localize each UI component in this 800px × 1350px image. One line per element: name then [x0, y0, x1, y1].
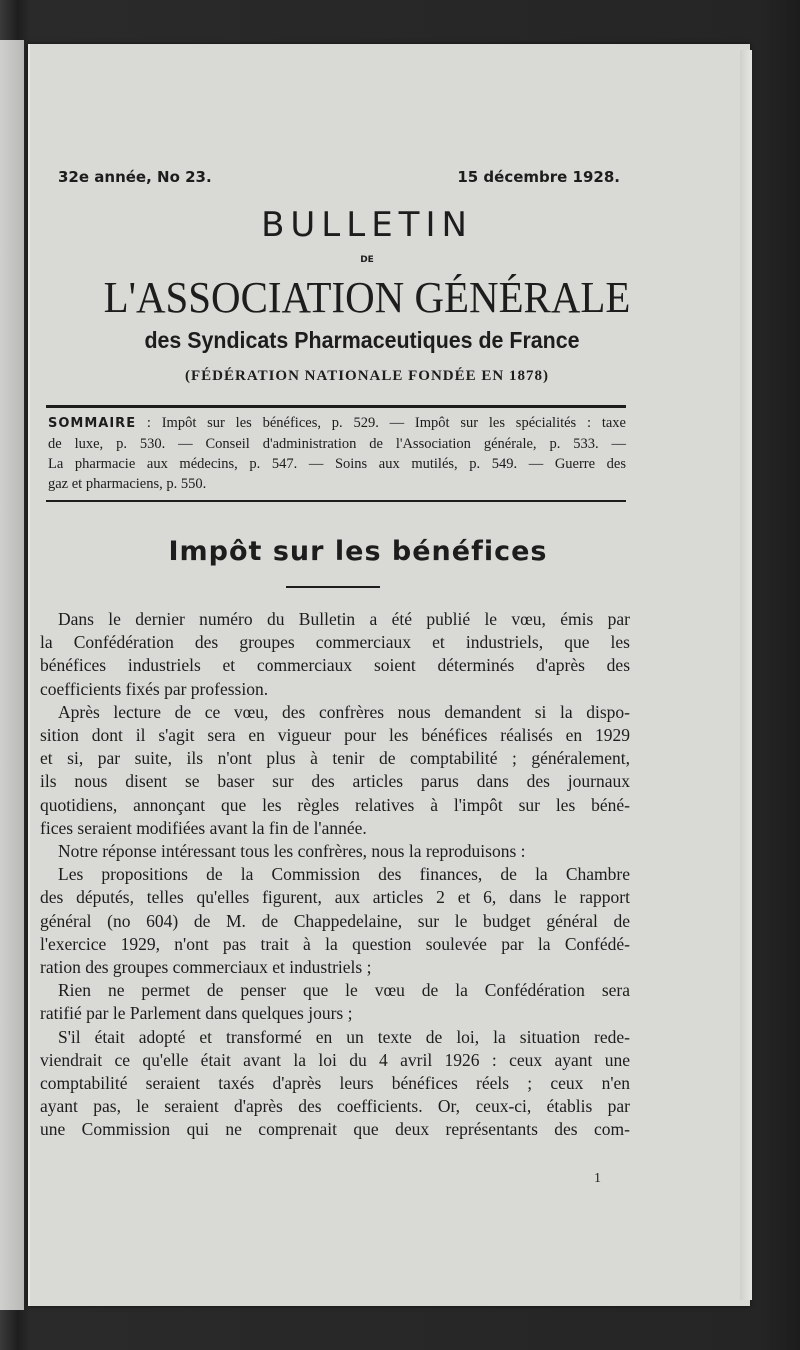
body-line: une Commission qui ne comprenait que deux représentants des com-: [40, 1119, 630, 1140]
sommaire-line: de luxe, p. 530. — Conseil d'administration de l'Association générale, p. 533. —: [48, 436, 626, 452]
body-line: général (no 604) de M. de Chappedelaine, sur le budget général de: [40, 910, 630, 931]
page-number: 1: [594, 1171, 601, 1186]
body-line: la Confédération des groupes commerciaux et industriels, que les: [40, 632, 630, 653]
title-underline: [286, 586, 380, 588]
body-line: des députés, telles qu'elles figurent, aux articles 2 et 6, dans le rapport: [40, 887, 630, 908]
body-line: ayant pas, le seraient d'après des coefficients. Or, ceux-ci, établis par: [40, 1096, 630, 1117]
body-line: Après lecture de ce vœu, des confrères nous demandent si la dispo-: [58, 701, 630, 722]
sommaire-block: [48, 413, 626, 494]
masthead-syndicats: des Syndicats Pharmaceutiques de France: [144, 327, 580, 353]
masthead-federation: (FÉDÉRATION NATIONALE FONDÉE EN 1878): [185, 368, 549, 384]
body-line: Les propositions de la Commission des finances, de la Chambre: [58, 864, 630, 885]
masthead-de: DE: [360, 255, 374, 265]
body-line: viendrait ce qu'elle était avant la loi du 4 avril 1926 : ceux ayant une: [40, 1049, 630, 1070]
previous-page-edge: [0, 40, 24, 1310]
body-line: l'exercice 1929, n'ont pas trait à la question soulevée par la Confédé-: [40, 933, 630, 954]
body-line: S'il était adopté et transformé en un texte de loi, la situation rede-: [58, 1026, 630, 1047]
document-page: [28, 44, 750, 1306]
body-line: ration des groupes commerciaux et industriels ;: [40, 957, 372, 978]
sommaire-top-rule: [46, 405, 626, 408]
body-line: Dans le dernier numéro du Bulletin a été publié le vœu, émis par: [58, 609, 630, 629]
body-line: coefficients fixés par profession.: [40, 678, 269, 699]
masthead-bulletin: BULLETIN: [261, 205, 473, 245]
article-body: [40, 608, 630, 1142]
sommaire-line: SOMMAIRE : Impôt sur les bénéfices, p. 529. — Impôt sur les spécialités : taxe: [48, 415, 626, 431]
body-line: bénéfices industriels et commerciaux soient déterminés d'après des: [40, 655, 630, 676]
body-line: comptabilité seraient taxés d'après leurs bénéfices réels ; ceux n'en: [40, 1073, 630, 1094]
body-line: Rien ne permet de penser que le vœu de la Confédération sera: [58, 980, 630, 1001]
body-line: Notre réponse intéressant tous les confrères, nous la reproduisons :: [58, 841, 526, 862]
article-title: Impôt sur les bénéfices: [168, 536, 548, 567]
sommaire-line: gaz et pharmaciens, p. 550.: [48, 476, 207, 492]
body-line: quotidiens, annonçant que les règles relatives à l'impôt sur les béné-: [40, 794, 630, 815]
issue-number: 32e année, No 23.: [58, 168, 212, 186]
body-line: et si, par suite, ils n'ont plus à tenir de comptabilité ; généralement,: [40, 748, 630, 769]
body-line: fices seraient modifiées avant la fin de l'année.: [40, 817, 367, 838]
body-line: sition dont il s'agit sera en vigueur pour les bénéfices réalisés en 1929: [40, 725, 630, 746]
sommaire-label: SOMMAIRE: [48, 416, 137, 431]
masthead-association: L'ASSOCIATION GÉNÉRALE: [103, 273, 631, 322]
sommaire-bottom-rule: [46, 500, 626, 502]
body-line: ratifié par le Parlement dans quelques jours ;: [40, 1003, 353, 1024]
issue-header: [58, 168, 620, 192]
page-right-edge: [740, 50, 752, 1300]
sommaire-line: La pharmacie aux médecins, p. 547. — Soins aux mutilés, p. 549. — Guerre des: [48, 456, 626, 472]
body-line: ils nous disent se baser sur des articles parus dans des journaux: [40, 771, 630, 792]
issue-date: 15 décembre 1928.: [457, 168, 620, 186]
